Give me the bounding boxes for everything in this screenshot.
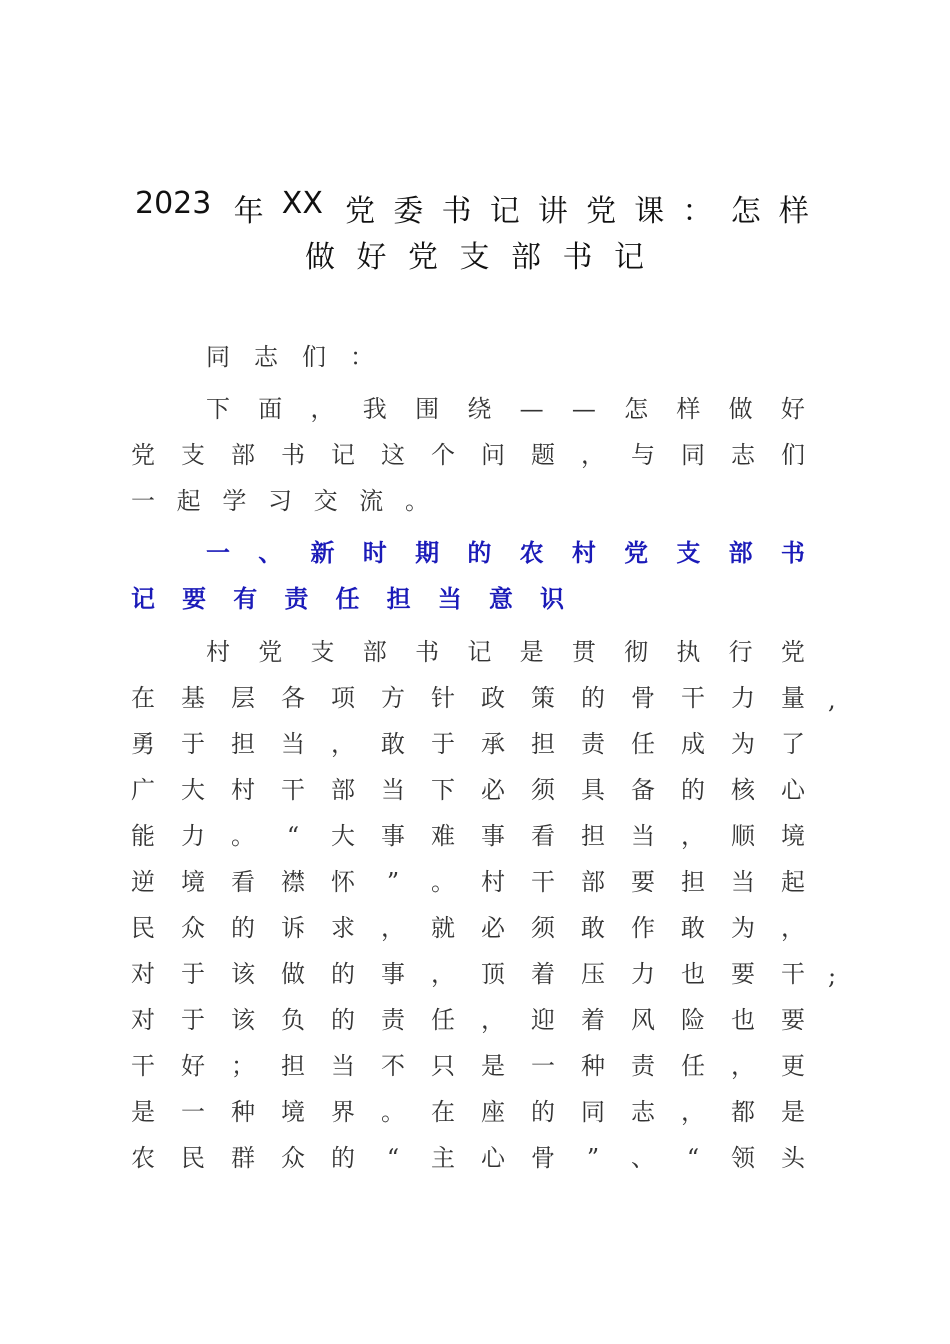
text-char: 起 bbox=[176, 487, 201, 515]
text-char: 备 bbox=[631, 776, 655, 804]
text-char: 支 bbox=[459, 240, 490, 275]
text-char: 当 bbox=[281, 730, 305, 758]
text-char: 大 bbox=[181, 776, 205, 804]
text-char: 风 bbox=[631, 1006, 655, 1034]
text-char: 敢 bbox=[681, 914, 705, 942]
text-char: 针 bbox=[431, 684, 455, 712]
text-char: 下 bbox=[431, 776, 455, 804]
text-char: 难 bbox=[431, 822, 455, 850]
text-char: 看 bbox=[531, 822, 555, 850]
text-char: 主 bbox=[431, 1144, 455, 1172]
text-char: 一 bbox=[181, 1098, 205, 1126]
text-char: 干 bbox=[531, 868, 555, 896]
text-char: 责 bbox=[631, 1052, 655, 1080]
text-char: ， bbox=[381, 914, 405, 942]
text-char: 的 bbox=[581, 684, 605, 712]
text-char: 该 bbox=[231, 960, 255, 988]
text-char: 项 bbox=[331, 684, 355, 712]
text-char: “ bbox=[686, 1144, 700, 1172]
text-char: 种 bbox=[581, 1052, 605, 1080]
text-char: 在 bbox=[131, 684, 155, 712]
text-char: 为 bbox=[731, 730, 755, 758]
text-char: 逆 bbox=[131, 868, 155, 896]
text-char: 行 bbox=[728, 638, 753, 666]
text-char: 支 bbox=[181, 441, 205, 469]
body-line-9 bbox=[130, 1006, 806, 1034]
text-char: 力 bbox=[731, 684, 755, 712]
text-char: 担 bbox=[386, 584, 411, 613]
text-char: 支 bbox=[310, 638, 335, 666]
text-char: 对 bbox=[131, 960, 155, 988]
text-char: 于 bbox=[181, 960, 205, 988]
text-char: ， bbox=[781, 914, 805, 942]
text-char: 们 bbox=[781, 441, 805, 469]
text-char: 必 bbox=[481, 776, 505, 804]
text-char: 基 bbox=[181, 684, 205, 712]
text-char: 责 bbox=[581, 730, 605, 758]
text-char: 围 bbox=[415, 395, 440, 423]
body-line-1 bbox=[205, 638, 806, 666]
text-char: 干 bbox=[131, 1052, 155, 1080]
body-line-2 bbox=[130, 684, 806, 712]
body-line-10 bbox=[130, 1052, 806, 1080]
text-char: 任 bbox=[631, 730, 655, 758]
document-title-line-1 bbox=[135, 186, 809, 230]
text-char: 的 bbox=[331, 1006, 355, 1034]
text-char: “ bbox=[386, 1144, 400, 1172]
text-char: 顺 bbox=[731, 822, 755, 850]
text-char: 了 bbox=[781, 730, 805, 758]
text-char: 年 bbox=[233, 194, 264, 229]
text-char: 志 bbox=[254, 343, 278, 371]
text-char: 我 bbox=[362, 395, 387, 423]
text-char: 作 bbox=[631, 914, 655, 942]
text-char: 党 bbox=[408, 240, 438, 275]
text-char: 心 bbox=[481, 1144, 505, 1172]
text-char: ， bbox=[481, 1006, 505, 1034]
text-char: 记 bbox=[614, 240, 644, 275]
text-char: 心 bbox=[781, 776, 805, 804]
text-char: ， bbox=[431, 960, 455, 988]
body-line-4 bbox=[130, 776, 806, 804]
text-char: 的 bbox=[331, 960, 355, 988]
text-char: 也 bbox=[731, 1006, 755, 1034]
text-char: 一 bbox=[206, 538, 230, 567]
text-char: 须 bbox=[531, 914, 555, 942]
text-char: 就 bbox=[431, 914, 455, 942]
text-char: 量 bbox=[781, 684, 805, 712]
text-char: ， bbox=[331, 730, 355, 758]
intro-line-3 bbox=[130, 487, 430, 515]
body-line-8 bbox=[130, 960, 806, 988]
text-char: 课 bbox=[634, 194, 665, 229]
text-char: 流 bbox=[359, 487, 384, 515]
text-char: 干 bbox=[681, 684, 705, 712]
text-char: 要 bbox=[781, 1006, 805, 1034]
text-char: 民 bbox=[181, 1144, 205, 1172]
text-char: 部 bbox=[231, 441, 255, 469]
text-char: 当 bbox=[731, 868, 755, 896]
text-char: ： bbox=[350, 343, 374, 371]
text-char: 民 bbox=[131, 914, 155, 942]
text-char: 要 bbox=[182, 584, 207, 613]
text-char: 有 bbox=[233, 584, 258, 613]
text-char: 界 bbox=[331, 1098, 355, 1126]
text-char: 书 bbox=[281, 441, 305, 469]
text-char: 彻 bbox=[624, 638, 649, 666]
text-char: 压 bbox=[581, 960, 605, 988]
text-char: 时 bbox=[362, 538, 387, 567]
text-char: 任 bbox=[431, 1006, 455, 1034]
text-char: 讲 bbox=[537, 194, 568, 229]
text-char: 核 bbox=[731, 776, 755, 804]
text-char: 任 bbox=[335, 584, 360, 613]
text-char: “ bbox=[286, 822, 300, 850]
text-char: 干 bbox=[781, 960, 805, 988]
text-char: 座 bbox=[481, 1098, 505, 1126]
text-char: 在 bbox=[431, 1098, 455, 1126]
text-char: 。 bbox=[231, 822, 255, 850]
text-char: 书 bbox=[562, 240, 593, 275]
text-char: 的 bbox=[231, 914, 255, 942]
text-char: 记 bbox=[131, 584, 155, 613]
text-char: 做 bbox=[305, 240, 335, 275]
text-char: 众 bbox=[181, 914, 205, 942]
text-char: 敢 bbox=[381, 730, 405, 758]
text-char: 干 bbox=[281, 776, 305, 804]
text-char: 成 bbox=[681, 730, 705, 758]
text-char: 勇 bbox=[131, 730, 155, 758]
text-char: 一 bbox=[131, 487, 155, 515]
text-char: 、 bbox=[258, 538, 283, 567]
text-char: 是 bbox=[781, 1098, 805, 1126]
text-char: 险 bbox=[681, 1006, 705, 1034]
text-char: ” bbox=[386, 868, 400, 896]
text-char: 习 bbox=[267, 487, 292, 515]
text-char: 大 bbox=[331, 822, 355, 850]
text-char: 事 bbox=[481, 822, 505, 850]
text-char: 书 bbox=[441, 194, 472, 229]
text-char: 是 bbox=[481, 1052, 505, 1080]
text-char: 做 bbox=[281, 960, 305, 988]
text-char: 必 bbox=[481, 914, 505, 942]
text-char: 是 bbox=[519, 638, 544, 666]
text-char: 面 bbox=[258, 395, 283, 423]
text-char: 力 bbox=[181, 822, 205, 850]
text-char: 境 bbox=[281, 1098, 305, 1126]
text-char: 。 bbox=[381, 1098, 405, 1126]
text-char: 事 bbox=[381, 960, 405, 988]
text-char: 承 bbox=[481, 730, 505, 758]
text-char: 该 bbox=[231, 1006, 255, 1034]
text-char: 境 bbox=[781, 822, 805, 850]
section-heading-line-2 bbox=[130, 585, 565, 613]
text-char: 对 bbox=[131, 1006, 155, 1034]
text-char: 记 bbox=[467, 638, 492, 666]
text-char: 方 bbox=[381, 684, 405, 712]
text-char: 下 bbox=[206, 395, 230, 423]
intro-line-1 bbox=[205, 395, 806, 423]
text-char: 担 bbox=[531, 730, 555, 758]
text-char: 党 bbox=[586, 194, 617, 229]
text-char: 党 bbox=[624, 538, 649, 567]
text-char: 党 bbox=[780, 638, 805, 666]
text-char: 担 bbox=[581, 822, 605, 850]
text-char: 敢 bbox=[581, 914, 605, 942]
text-char: 于 bbox=[431, 730, 455, 758]
text-char: 各 bbox=[281, 684, 305, 712]
text-char: 事 bbox=[381, 822, 405, 850]
text-char: 支 bbox=[676, 538, 701, 567]
text-char: 怀 bbox=[331, 868, 355, 896]
text-char: 同 bbox=[581, 1098, 605, 1126]
text-char: 好 bbox=[181, 1052, 205, 1080]
text-char: 能 bbox=[131, 822, 155, 850]
text-char: 种 bbox=[231, 1098, 255, 1126]
overflow-semicolon: ; bbox=[828, 962, 837, 990]
text-char: 村 bbox=[206, 638, 230, 666]
text-char: 怎 bbox=[624, 395, 649, 423]
text-char: 当 bbox=[631, 822, 655, 850]
text-char: 任 bbox=[681, 1052, 705, 1080]
text-char: ； bbox=[231, 1052, 255, 1080]
text-char: 新 bbox=[310, 538, 335, 567]
text-char: 的 bbox=[681, 776, 705, 804]
text-char: 部 bbox=[511, 240, 541, 275]
text-char: 农 bbox=[519, 538, 544, 567]
text-char: 的 bbox=[531, 1098, 555, 1126]
text-char: 迎 bbox=[531, 1006, 555, 1034]
text-char: 策 bbox=[531, 684, 555, 712]
text-char: 都 bbox=[731, 1098, 755, 1126]
text-char: 好 bbox=[356, 240, 387, 275]
text-char: 群 bbox=[231, 1144, 255, 1172]
text-char: 党 bbox=[258, 638, 283, 666]
text-char: ， bbox=[581, 441, 605, 469]
text-char: 于 bbox=[181, 1006, 205, 1034]
text-char: 村 bbox=[571, 538, 596, 567]
overflow-comma: , bbox=[828, 686, 836, 714]
text-char: 志 bbox=[631, 1098, 655, 1126]
text-char: 层 bbox=[231, 684, 255, 712]
body-line-5 bbox=[130, 822, 806, 850]
text-char: 于 bbox=[181, 730, 205, 758]
text-char: 村 bbox=[231, 776, 255, 804]
text-char: 起 bbox=[781, 868, 805, 896]
text-char: 。 bbox=[431, 868, 455, 896]
text-char: 着 bbox=[531, 960, 555, 988]
text-char: 书 bbox=[415, 638, 440, 666]
text-char: 部 bbox=[362, 638, 387, 666]
text-char: 是 bbox=[131, 1098, 155, 1126]
text-char: 要 bbox=[631, 868, 655, 896]
text-char: 期 bbox=[415, 538, 440, 567]
text-char: 绕 bbox=[467, 395, 492, 423]
text-char: ， bbox=[731, 1052, 755, 1080]
text-char: 问 bbox=[481, 441, 505, 469]
text-char: 委 bbox=[393, 194, 424, 229]
text-char: 怎 bbox=[730, 194, 761, 229]
text-char: 更 bbox=[781, 1052, 805, 1080]
text-char: 为 bbox=[731, 914, 755, 942]
text-char: 党 bbox=[131, 441, 155, 469]
intro-line-2 bbox=[130, 441, 806, 469]
body-line-6 bbox=[130, 868, 806, 896]
text-char: 。 bbox=[404, 487, 429, 515]
text-char: ， bbox=[310, 395, 335, 423]
body-line-12 bbox=[130, 1144, 806, 1172]
section-heading-line-1 bbox=[205, 539, 806, 567]
text-char: 境 bbox=[181, 868, 205, 896]
text-char: 也 bbox=[681, 960, 705, 988]
text-char: ” bbox=[586, 1144, 600, 1172]
text-char: 担 bbox=[281, 1052, 305, 1080]
text-char: 广 bbox=[131, 776, 155, 804]
text-char: 执 bbox=[676, 638, 701, 666]
body-line-11 bbox=[130, 1098, 806, 1126]
text-char: 、 bbox=[631, 1144, 655, 1172]
text-char: 责 bbox=[381, 1006, 405, 1034]
text-char: ， bbox=[681, 1098, 705, 1126]
text-char: 负 bbox=[281, 1006, 305, 1034]
text-char: 只 bbox=[431, 1052, 455, 1080]
text-char: 责 bbox=[284, 584, 309, 613]
text-char: 好 bbox=[780, 395, 805, 423]
text-char: 们 bbox=[302, 343, 326, 371]
text-char: 着 bbox=[581, 1006, 605, 1034]
text-char: 要 bbox=[731, 960, 755, 988]
document-title-line-2 bbox=[305, 232, 644, 276]
text-char: 记 bbox=[489, 194, 520, 229]
text-char: 样 bbox=[778, 194, 809, 229]
text-char: 这 bbox=[381, 441, 405, 469]
text-char: 力 bbox=[631, 960, 655, 988]
text-char: 识 bbox=[540, 584, 564, 613]
text-char: 学 bbox=[222, 487, 247, 515]
text-char: 骨 bbox=[531, 1144, 555, 1172]
text-char: 当 bbox=[437, 584, 462, 613]
text-char: 须 bbox=[531, 776, 555, 804]
text-char: 书 bbox=[780, 538, 805, 567]
text-char: 部 bbox=[728, 538, 753, 567]
text-char: 2023 bbox=[135, 186, 212, 221]
body-line-7 bbox=[130, 914, 806, 942]
text-char: 志 bbox=[731, 441, 755, 469]
text-char: 骨 bbox=[631, 684, 655, 712]
text-char: 个 bbox=[431, 441, 455, 469]
text-char: 部 bbox=[581, 868, 605, 896]
text-char: 农 bbox=[131, 1144, 155, 1172]
text-char: 不 bbox=[381, 1052, 405, 1080]
text-char: 题 bbox=[531, 441, 555, 469]
text-char: 政 bbox=[481, 684, 505, 712]
text-char: 贯 bbox=[571, 638, 596, 666]
greeting bbox=[205, 343, 375, 371]
text-char: 同 bbox=[206, 343, 230, 371]
text-char: 担 bbox=[231, 730, 255, 758]
text-char: 的 bbox=[331, 1144, 355, 1172]
text-char: 做 bbox=[728, 395, 753, 423]
text-char: 担 bbox=[681, 868, 705, 896]
text-char: 记 bbox=[331, 441, 355, 469]
text-char: 当 bbox=[381, 776, 405, 804]
text-char: 头 bbox=[781, 1144, 805, 1172]
text-char: 部 bbox=[331, 776, 355, 804]
text-char: 村 bbox=[481, 868, 505, 896]
text-char: 众 bbox=[281, 1144, 305, 1172]
text-char: 样 bbox=[676, 395, 701, 423]
text-char: 一 bbox=[531, 1052, 555, 1080]
text-char: 同 bbox=[681, 441, 705, 469]
text-char: 襟 bbox=[281, 868, 305, 896]
text-char: ， bbox=[681, 822, 705, 850]
text-char: 党 bbox=[345, 194, 376, 229]
text-char: XX bbox=[281, 186, 323, 221]
text-char: ： bbox=[682, 194, 713, 229]
text-char: 与 bbox=[631, 441, 655, 469]
text-char: 交 bbox=[313, 487, 338, 515]
text-char: 的 bbox=[467, 538, 492, 567]
text-char: 具 bbox=[581, 776, 605, 804]
text-char: 当 bbox=[331, 1052, 355, 1080]
text-char: — bbox=[519, 395, 544, 423]
body-line-3 bbox=[130, 730, 806, 758]
text-char: — bbox=[571, 395, 596, 423]
text-char: 顶 bbox=[481, 960, 505, 988]
text-char: 诉 bbox=[281, 914, 305, 942]
text-char: 看 bbox=[231, 868, 255, 896]
text-char: 领 bbox=[731, 1144, 755, 1172]
text-char: 意 bbox=[488, 584, 513, 613]
text-char: 求 bbox=[331, 914, 355, 942]
